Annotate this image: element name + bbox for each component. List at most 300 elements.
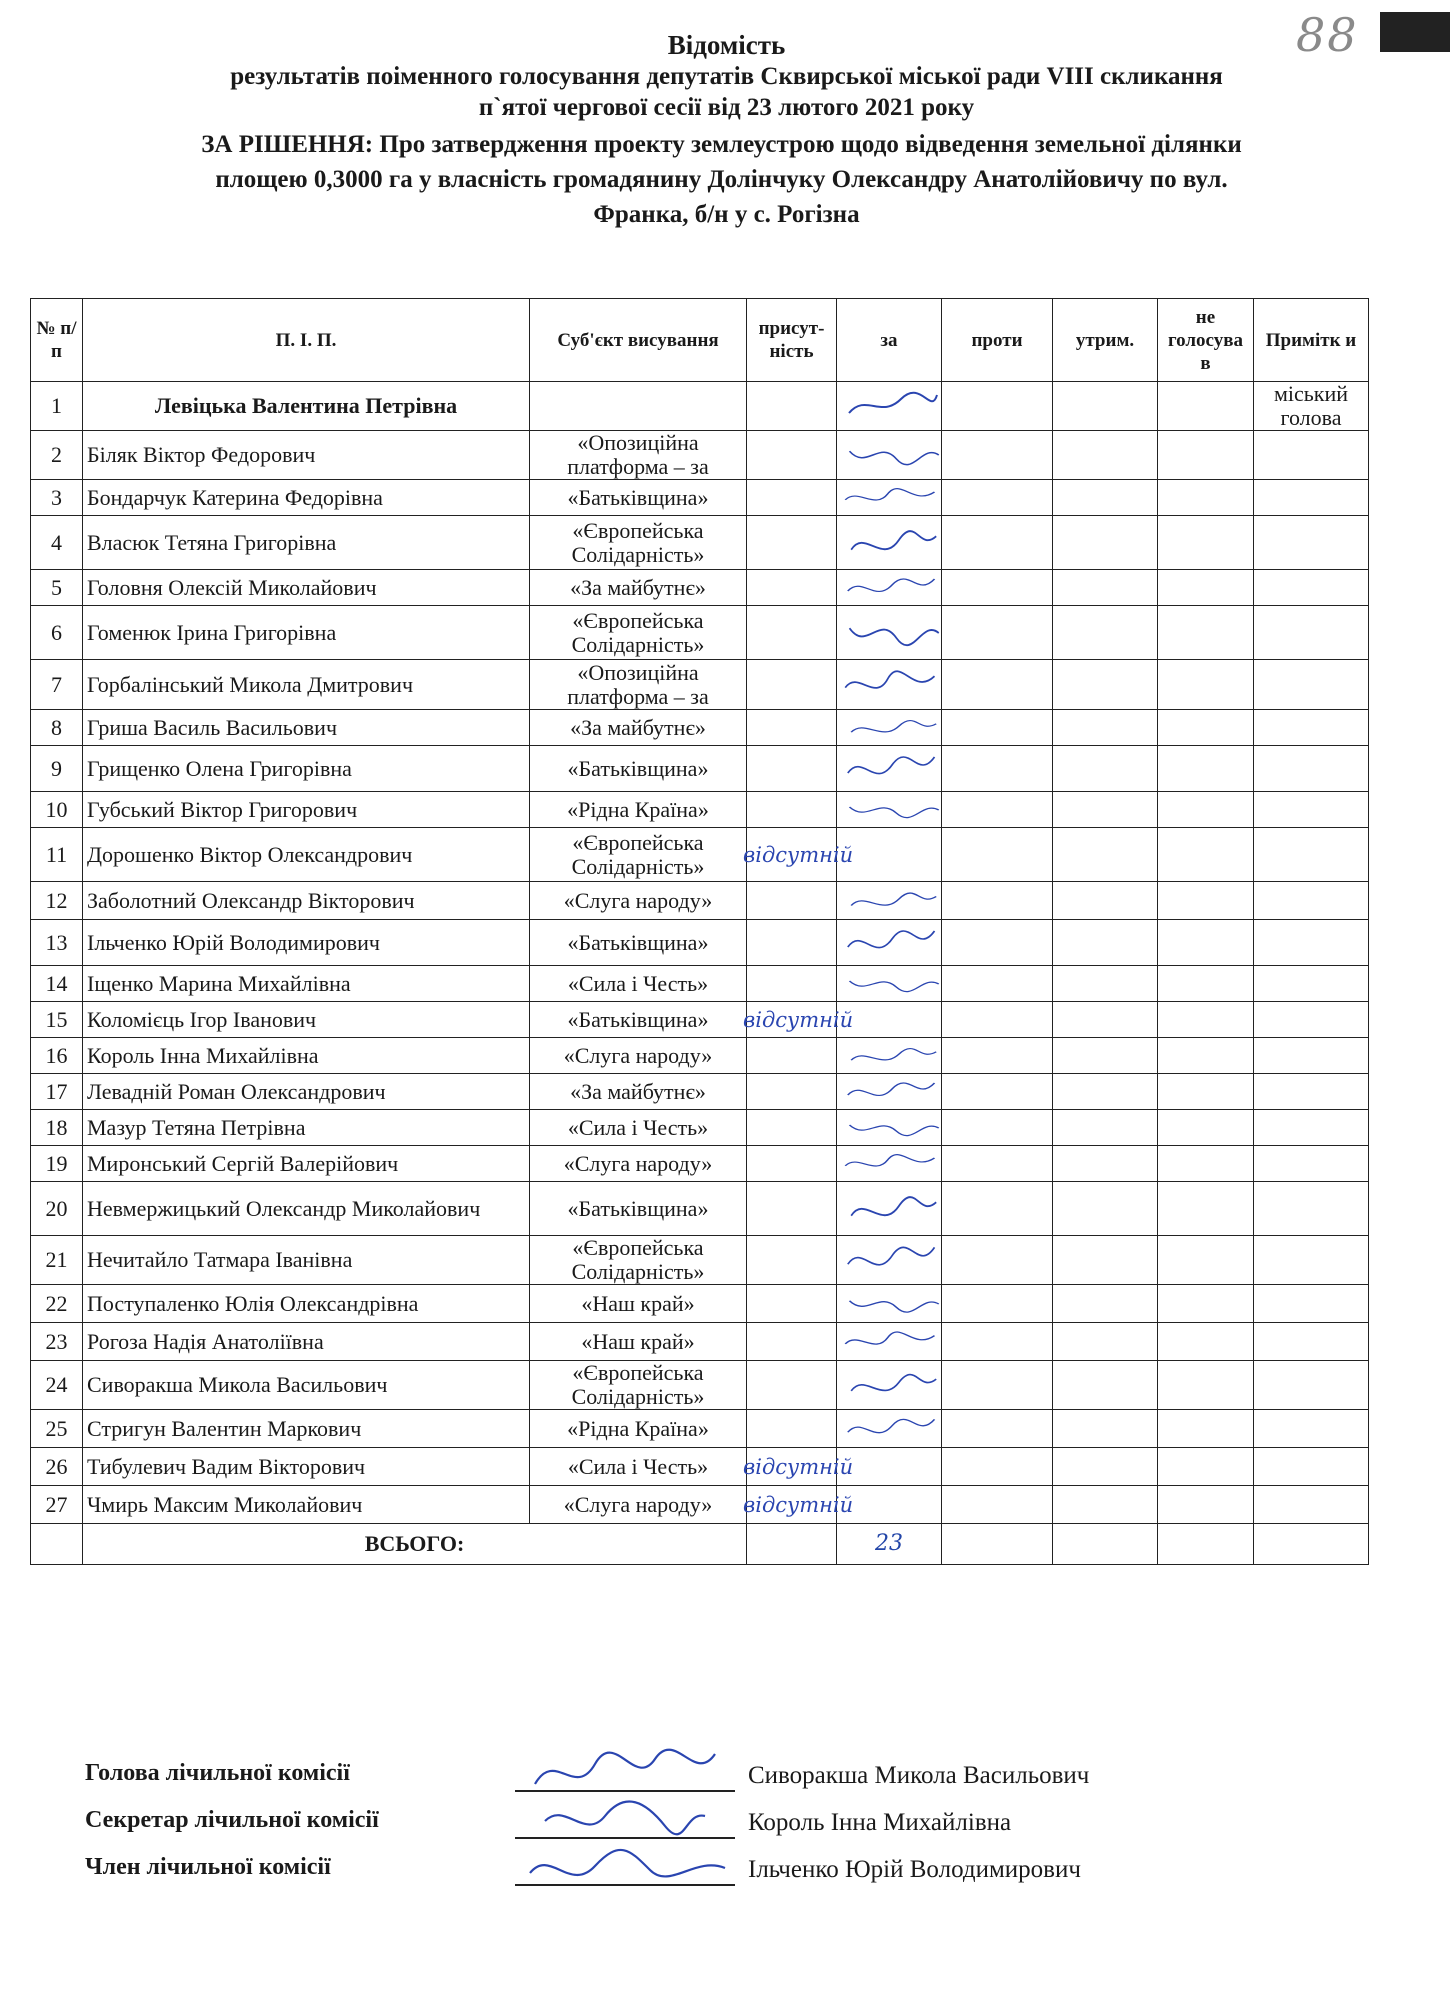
row-number: 5 (31, 570, 83, 606)
vote-for-cell (837, 1361, 942, 1410)
row-number: 7 (31, 660, 83, 710)
nomination-subject: «Європейська Солідарність» (530, 516, 747, 570)
vote-abstain-cell (1053, 920, 1158, 966)
not-voted-cell (1158, 516, 1254, 570)
row-number: 2 (31, 431, 83, 480)
vote-against-cell (942, 1074, 1053, 1110)
not-voted-cell (1158, 1410, 1254, 1448)
table-header-row (31, 299, 1369, 382)
row-number: 26 (31, 1448, 83, 1486)
table-row (31, 1182, 1369, 1236)
presence-cell (747, 1323, 837, 1361)
vote-for-cell (837, 966, 942, 1002)
handwritten-signature (841, 1288, 941, 1320)
vote-against-cell (942, 710, 1053, 746)
vote-against-cell (942, 746, 1053, 792)
row-number: 11 (31, 828, 83, 882)
handwritten-signature (841, 885, 941, 917)
vote-against-cell (942, 966, 1053, 1002)
total-row (31, 1524, 1369, 1565)
vote-against-cell (942, 1236, 1053, 1285)
session-line: п`ятої чергової сесії від 23 лютого 2021 року (478, 94, 975, 121)
signature-name: Ільченко Юрій Володимирович (748, 1856, 1081, 1883)
presence-cell (747, 710, 837, 746)
vote-abstain-cell (1053, 480, 1158, 516)
note-cell (1254, 710, 1369, 746)
note-cell (1254, 792, 1369, 828)
vote-abstain-cell (1053, 1410, 1158, 1448)
vote-against-cell (942, 828, 1053, 882)
absent-mark: відсутній (743, 842, 854, 867)
presence-cell (743, 1448, 854, 1486)
not-voted-cell (1158, 1323, 1254, 1361)
header-pib: П. І. П. (83, 299, 530, 382)
vote-against-cell (942, 1182, 1053, 1236)
not-voted-cell (1158, 966, 1254, 1002)
presence-cell (747, 516, 837, 570)
handwritten-signature (841, 1413, 941, 1445)
vote-abstain-cell (1053, 1002, 1158, 1038)
total-for-value: 23 (837, 1524, 942, 1565)
note-cell (1254, 431, 1369, 480)
deputy-name: Губський Віктор Григорович (83, 792, 530, 828)
vote-abstain-cell (1053, 431, 1158, 480)
signature-name: Король Інна Михайлівна (748, 1809, 1012, 1836)
row-number: 18 (31, 1110, 83, 1146)
handwritten-signature (841, 483, 941, 513)
table-row (31, 1285, 1369, 1323)
note-cell (1254, 1410, 1369, 1448)
presence-cell (747, 1410, 837, 1448)
header-for: за (837, 299, 942, 382)
table-row (31, 1486, 1369, 1524)
deputy-name: Чмирь Максим Миколайович (83, 1486, 530, 1524)
vote-abstain-cell (1053, 1146, 1158, 1182)
vote-abstain-cell (1053, 1038, 1158, 1074)
vote-for-cell (837, 1182, 942, 1236)
vote-against-cell (942, 792, 1053, 828)
not-voted-cell (1158, 1110, 1254, 1146)
deputy-name: Дорошенко Віктор Олександрович (83, 828, 530, 882)
note-cell (1254, 660, 1369, 710)
decision-line-3: Франка, б/н у с. Рогізна (593, 201, 860, 228)
handwritten-signature (841, 923, 941, 963)
note-cell (1254, 966, 1369, 1002)
nomination-subject: «Сила і Честь» (530, 966, 747, 1002)
not-voted-cell (1158, 1486, 1254, 1524)
note-cell (1254, 570, 1369, 606)
table-row (31, 516, 1369, 570)
presence-cell (747, 1110, 837, 1146)
vote-against-cell (942, 606, 1053, 660)
note-cell (1254, 1448, 1369, 1486)
nomination-subject: «Батьківщина» (530, 746, 747, 792)
row-number: 21 (31, 1236, 83, 1285)
vote-abstain-cell (1053, 1448, 1158, 1486)
deputy-name: Стригун Валентин Маркович (83, 1410, 530, 1448)
note-cell (1254, 606, 1369, 660)
deputy-name: Тибулевич Вадим Вікторович (83, 1448, 530, 1486)
not-voted-cell (1158, 746, 1254, 792)
signature-line (515, 1884, 735, 1886)
table-row (31, 1448, 1369, 1486)
deputy-name: Гриша Василь Васильович (83, 710, 530, 746)
note-cell (1254, 480, 1369, 516)
not-voted-cell (1158, 920, 1254, 966)
vote-for-cell (837, 1146, 942, 1182)
not-voted-cell (1158, 660, 1254, 710)
handwritten-signature (841, 1041, 941, 1071)
deputy-name: Головня Олексій Миколайович (83, 570, 530, 606)
vote-for-cell (837, 570, 942, 606)
header-present: присут-ність (747, 299, 837, 382)
vote-against-cell (942, 1038, 1053, 1074)
not-voted-cell (1158, 1236, 1254, 1285)
handwritten-signature (841, 1149, 941, 1179)
deputy-name: Мазур Тетяна Петрівна (83, 1110, 530, 1146)
vote-for-cell (837, 1074, 942, 1110)
nomination-subject: «Наш край» (530, 1285, 747, 1323)
signature-name: Сиворакша Микола Васильович (748, 1762, 1090, 1789)
table-row (31, 1410, 1369, 1448)
table-row (31, 882, 1369, 920)
vote-for-cell (837, 710, 942, 746)
vote-against-cell (942, 1285, 1053, 1323)
handwritten-signature (841, 1077, 941, 1107)
vote-abstain-cell (1053, 710, 1158, 746)
nomination-subject: «Європейська Солідарність» (530, 1361, 747, 1410)
deputy-name: Біляк Віктор Федорович (83, 431, 530, 480)
table-row (31, 828, 1369, 882)
nomination-subject: «Слуга народу» (530, 1486, 747, 1524)
row-number: 27 (31, 1486, 83, 1524)
handwritten-signature (841, 749, 941, 789)
nomination-subject: «Батьківщина» (530, 1182, 747, 1236)
vote-against-cell (942, 382, 1053, 431)
signature-row-member (85, 1854, 1285, 1901)
nomination-subject: «Європейська Солідарність» (530, 1236, 747, 1285)
handwritten-signature (841, 969, 941, 999)
vote-for-cell (837, 606, 942, 660)
row-number: 12 (31, 882, 83, 920)
table-row (31, 920, 1369, 966)
vote-abstain-cell (1053, 1486, 1158, 1524)
table-row (31, 746, 1369, 792)
nomination-subject (530, 382, 747, 431)
row-number: 13 (31, 920, 83, 966)
vote-against-cell (942, 1146, 1053, 1182)
vote-against-cell (942, 1361, 1053, 1410)
note-cell (1254, 1285, 1369, 1323)
decision-line-1: ЗА РІШЕННЯ: Про затвердження проекту землеустрою щодо відведення земельної ділянки (201, 131, 1242, 158)
header-note: Примітк и (1254, 299, 1369, 382)
presence-cell (743, 828, 854, 882)
deputy-name: Заболотний Олександр Вікторович (83, 882, 530, 920)
presence-cell (747, 1074, 837, 1110)
note-cell (1254, 1002, 1369, 1038)
not-voted-cell (1158, 1002, 1254, 1038)
presence-cell (743, 1002, 854, 1038)
vote-for-cell (837, 746, 942, 792)
vote-for-cell (837, 1410, 942, 1448)
vote-against-cell (942, 1410, 1053, 1448)
vote-for-cell (837, 431, 942, 480)
deputy-name: Левадній Роман Олександрович (83, 1074, 530, 1110)
table-row (31, 792, 1369, 828)
deputy-name: Рогоза Надія Анатоліївна (83, 1323, 530, 1361)
voting-table (30, 298, 1369, 1565)
note-cell (1254, 516, 1369, 570)
vote-against-cell (942, 882, 1053, 920)
absent-mark: відсутній (743, 1454, 854, 1479)
presence-cell (747, 606, 837, 660)
vote-against-cell (942, 1323, 1053, 1361)
row-number: 8 (31, 710, 83, 746)
handwritten-signature (841, 663, 941, 707)
vote-against-cell (942, 516, 1053, 570)
header-num: № п/п (31, 299, 83, 382)
row-number: 1 (31, 382, 83, 431)
vote-abstain-cell (1053, 660, 1158, 710)
row-number: 16 (31, 1038, 83, 1074)
deputy-name: Грищенко Олена Григорівна (83, 746, 530, 792)
vote-abstain-cell (1053, 792, 1158, 828)
signature-role: Секретар лічильної комісії (85, 1807, 379, 1833)
vote-abstain-cell (1053, 882, 1158, 920)
not-voted-cell (1158, 431, 1254, 480)
nomination-subject: «Опозиційна платформа – за (530, 660, 747, 710)
document-title: Відомість (667, 30, 786, 60)
decision-line-2: площею 0,3000 га у власність громадянину Долінчуку Олександру Анатолійовичу по вул. (215, 166, 1228, 193)
vote-abstain-cell (1053, 1236, 1158, 1285)
row-number: 22 (31, 1285, 83, 1323)
note-cell (1254, 1074, 1369, 1110)
signature-role: Голова лічильної комісії (85, 1760, 350, 1786)
header-against: проти (942, 299, 1053, 382)
commission-signatures (85, 1760, 1285, 1901)
absent-mark: відсутній (743, 1007, 854, 1032)
row-number: 19 (31, 1146, 83, 1182)
not-voted-cell (1158, 792, 1254, 828)
row-number: 4 (31, 516, 83, 570)
table-row (31, 570, 1369, 606)
deputy-name: Король Інна Михайлівна (83, 1038, 530, 1074)
handwritten-signature (841, 1326, 941, 1358)
nomination-subject: «Батьківщина» (530, 480, 747, 516)
table-row (31, 1110, 1369, 1146)
vote-abstain-cell (1053, 1182, 1158, 1236)
nomination-subject: «Європейська Солідарність» (530, 828, 747, 882)
deputy-name: Сиворакша Микола Васильович (83, 1361, 530, 1410)
deputy-name: Невмержицький Олександр Миколайович (83, 1182, 530, 1236)
not-voted-cell (1158, 1146, 1254, 1182)
table-row (31, 710, 1369, 746)
note-cell (1254, 882, 1369, 920)
decision-text (60, 127, 1383, 197)
not-voted-cell (1158, 480, 1254, 516)
vote-for-cell (837, 1285, 942, 1323)
note-cell (1254, 1146, 1369, 1182)
vote-abstain-cell (1053, 1110, 1158, 1146)
vote-against-cell (942, 570, 1053, 606)
table-row (31, 1146, 1369, 1182)
page-number: 88 (1296, 8, 1359, 62)
vote-against-cell (942, 1448, 1053, 1486)
nomination-subject: «Європейська Солідарність» (530, 606, 747, 660)
nomination-subject: «Слуга народу» (530, 1038, 747, 1074)
vote-abstain-cell (1053, 1074, 1158, 1110)
note-cell (1254, 1038, 1369, 1074)
vote-for-cell (837, 382, 942, 431)
not-voted-cell (1158, 1448, 1254, 1486)
nomination-subject: «Рідна Країна» (530, 792, 747, 828)
total-label: ВСЬОГО: (83, 1524, 747, 1565)
vote-for-cell (837, 516, 942, 570)
vote-for-cell (837, 660, 942, 710)
not-voted-cell (1158, 382, 1254, 431)
presence-cell (747, 480, 837, 516)
not-voted-cell (1158, 1074, 1254, 1110)
absent-mark: відсутній (743, 1492, 854, 1517)
presence-cell (747, 966, 837, 1002)
note-cell: міський голова (1254, 382, 1369, 431)
deputy-name: Горбалінський Микола Дмитрович (83, 660, 530, 710)
vote-for-cell (837, 1323, 942, 1361)
row-number: 6 (31, 606, 83, 660)
vote-against-cell (942, 431, 1053, 480)
header-subject: Суб'єкт висування (530, 299, 747, 382)
vote-abstain-cell (1053, 606, 1158, 660)
deputy-name: Поступаленко Юлія Олександрівна (83, 1285, 530, 1323)
nomination-subject: «За майбутнє» (530, 710, 747, 746)
nomination-subject: «Наш край» (530, 1323, 747, 1361)
row-number: 10 (31, 792, 83, 828)
presence-cell (747, 660, 837, 710)
nomination-subject: «Рідна Країна» (530, 1410, 747, 1448)
note-cell (1254, 1236, 1369, 1285)
presence-cell (747, 1236, 837, 1285)
nomination-subject: «Слуга народу» (530, 1146, 747, 1182)
note-cell (1254, 1182, 1369, 1236)
vote-abstain-cell (1053, 570, 1158, 606)
presence-cell (747, 746, 837, 792)
table-row (31, 431, 1369, 480)
table-row (31, 660, 1369, 710)
vote-for-cell (837, 1110, 942, 1146)
vote-abstain-cell (1053, 516, 1158, 570)
header-not-voted: не голосува в (1158, 299, 1254, 382)
deputy-name: Гоменюк Ірина Григорівна (83, 606, 530, 660)
row-number: 14 (31, 966, 83, 1002)
vote-for-cell (837, 480, 942, 516)
handwritten-signature (841, 713, 941, 743)
vote-abstain-cell (1053, 382, 1158, 431)
not-voted-cell (1158, 1182, 1254, 1236)
deputy-name: Левіцька Валентина Петрівна (83, 382, 530, 431)
not-voted-cell (1158, 570, 1254, 606)
deputy-name: Бондарчук Катерина Федорівна (83, 480, 530, 516)
row-number: 23 (31, 1323, 83, 1361)
presence-cell (747, 1182, 837, 1236)
table-row (31, 966, 1369, 1002)
table-body (31, 382, 1369, 1524)
presence-cell (747, 1038, 837, 1074)
table-row (31, 1038, 1369, 1074)
vote-for-cell (837, 882, 942, 920)
presence-cell (747, 792, 837, 828)
table-row (31, 1236, 1369, 1285)
nomination-subject: «Сила і Честь» (530, 1110, 747, 1146)
vote-abstain-cell (1053, 746, 1158, 792)
not-voted-cell (1158, 710, 1254, 746)
table-row (31, 606, 1369, 660)
vote-abstain-cell (1053, 1323, 1158, 1361)
vote-for-cell (837, 1236, 942, 1285)
vote-for-cell (837, 792, 942, 828)
deputy-name: Власюк Тетяна Григорівна (83, 516, 530, 570)
not-voted-cell (1158, 1038, 1254, 1074)
handwritten-signature (841, 1364, 941, 1406)
presence-cell (743, 1486, 854, 1524)
not-voted-cell (1158, 606, 1254, 660)
document-subtitle: результатів поіменного голосування депутатів Сквирської міської ради VIII скликання (230, 63, 1223, 90)
note-cell (1254, 920, 1369, 966)
nomination-subject: «Слуга народу» (530, 882, 747, 920)
vote-abstain-cell (1053, 1361, 1158, 1410)
table-row (31, 480, 1369, 516)
handwritten-signature (841, 436, 941, 474)
not-voted-cell (1158, 1285, 1254, 1323)
not-voted-cell (1158, 882, 1254, 920)
nomination-subject: «За майбутнє» (530, 570, 747, 606)
presence-cell (747, 1146, 837, 1182)
nomination-subject: «Батьківщина» (530, 1002, 747, 1038)
note-cell (1254, 1486, 1369, 1524)
deputy-name: Коломієць Ігор Іванович (83, 1002, 530, 1038)
nomination-subject: «Опозиційна платформа – за (530, 431, 747, 480)
table-row (31, 1361, 1369, 1410)
vote-for-cell (837, 920, 942, 966)
presence-cell (747, 431, 837, 480)
handwritten-signature (841, 389, 941, 419)
vote-against-cell (942, 480, 1053, 516)
note-cell (1254, 1361, 1369, 1410)
row-number: 17 (31, 1074, 83, 1110)
handwritten-signature (841, 1113, 941, 1143)
table-row (31, 1002, 1369, 1038)
presence-cell (747, 1361, 837, 1410)
vote-against-cell (942, 1110, 1053, 1146)
presence-cell (747, 882, 837, 920)
note-cell (1254, 828, 1369, 882)
note-cell (1254, 1323, 1369, 1361)
nomination-subject: «Сила і Честь» (530, 1448, 747, 1486)
row-number: 3 (31, 480, 83, 516)
document-header (0, 30, 1453, 232)
handwritten-signature (841, 795, 941, 825)
table-row (31, 382, 1369, 431)
handwritten-signature (841, 1239, 941, 1281)
vote-abstain-cell (1053, 828, 1158, 882)
handwritten-signature (841, 1185, 941, 1233)
handwritten-signature (841, 609, 941, 657)
not-voted-cell (1158, 1361, 1254, 1410)
table-row (31, 1323, 1369, 1361)
vote-abstain-cell (1053, 1285, 1158, 1323)
row-number: 9 (31, 746, 83, 792)
presence-cell (747, 1285, 837, 1323)
handwritten-signature (841, 573, 941, 603)
